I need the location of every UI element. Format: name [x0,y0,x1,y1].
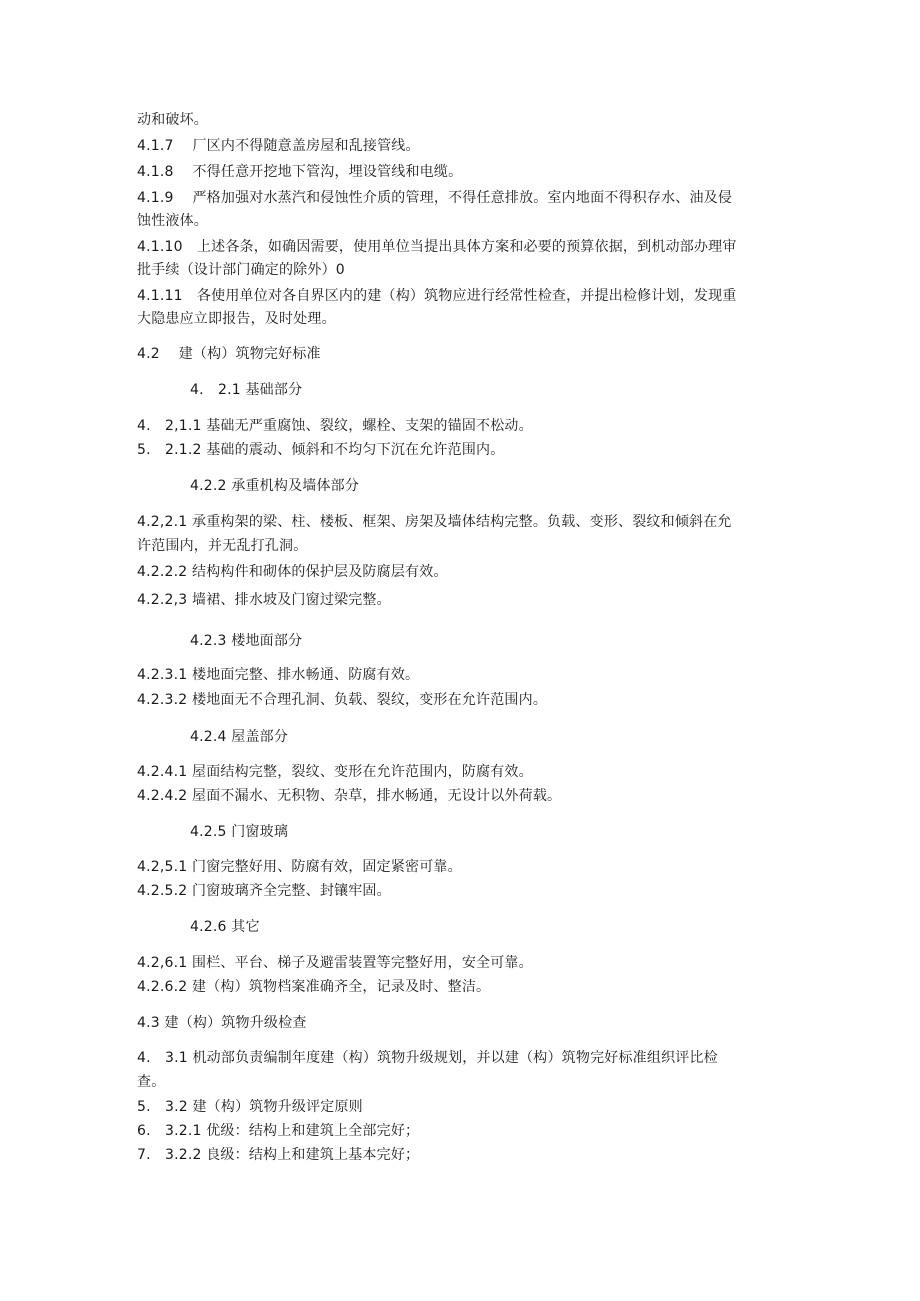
text-line: 4.1.11 各使用单位对各自界区内的建（构）筑物应进行经常性检查，并提出检修计划，发现重 [137,288,737,304]
text-line: 4.2.4.2 屋面不漏水、无积物、杂草，排水畅通，无设计以外荷载。 [137,788,562,804]
text-line: 4.2.2.2 结构构件和砌体的保护层及防腐层有效。 [137,564,448,580]
text-line: 蚀性液体。 [137,213,208,229]
text-line: 动和破坏。 [137,112,208,128]
text-line: 4.2,6.1 围栏、平台、梯子及避雷装置等完整好用，安全可靠。 [137,955,533,971]
text-line: 4.1.7 厂区内不得随意盖房屋和乱接管线。 [137,138,420,154]
text-line: 4.1.10 上述各条，如确因需要，使用单位当提出具体方案和必要的预算依据，到机动部办理审 [137,239,737,255]
text-line: 4.2,5.1 门窗完整好用、防腐有效，固定紧密可靠。 [137,859,462,875]
subsection-heading: 4.2.2 承重机构及墙体部分 [190,478,360,494]
text-line: 4.1.9 严格加强对水蒸汽和侵蚀性介质的管理，不得任意排放。室内地面不得积存水、油及侵 [137,190,733,206]
text-line: 批手续（设计部门确定的除外）0 [137,262,345,278]
text-line: 4.1.8 不得任意开挖地下管沟，埋设管线和电缆。 [137,164,463,180]
text-line: 6. 3.2.1 优级：结构上和建筑上全部完好； [137,1123,420,1139]
text-line: 4.2.6.2 建（构）筑物档案准确齐全，记录及时、整洁。 [137,979,491,995]
text-line: 4.2.3.1 楼地面完整、排水畅通、防腐有效。 [137,667,420,683]
text-line: 4.2.2,3 墙裙、排水坡及门窗过梁完整。 [137,592,391,608]
subsection-heading: 4.2.4 屋盖部分 [190,729,289,745]
text-line: 查。 [137,1074,166,1090]
text-line: 4.2.3.2 楼地面无不合理孔洞、负载、裂纹，变形在允许范围内。 [137,692,548,708]
text-line: 4.2,2.1 承重构架的梁、柱、楼板、框架、房架及墙体结构完整。负载、变形、裂纹和倾斜在允 [137,514,732,530]
subsection-heading: 4. 2.1 基础部分 [190,382,303,398]
text-line: 7. 3.2.2 良级：结构上和建筑上基本完好； [137,1147,420,1163]
text-line: 4.2.4.1 屋面结构完整，裂纹、变形在允许范围内，防腐有效。 [137,764,533,780]
subsection-heading: 4.2.3 楼地面部分 [190,633,303,649]
text-line: 5. 2.1.2 基础的震动、倾斜和不均匀下沉在允许范围内。 [137,442,505,458]
section-heading: 4.2 建（构）筑物完好标准 [137,346,321,362]
text-line: 许范围内，并无乱打孔洞。 [137,538,308,554]
text-line: 4.2.5.2 门窗玻璃齐全完整、封镶牢固。 [137,883,391,899]
text-line: 4. 3.1 机动部负责编制年度建（构）筑物升级规划，并以建（构）筑物完好标准组织评比检 [137,1050,718,1066]
section-heading: 4.3 建（构）筑物升级检查 [137,1015,307,1031]
subsection-heading: 4.2.6 其它 [190,919,260,935]
subsection-heading: 4.2.5 门窗玻璃 [190,824,289,840]
text-line: 4. 2,1.1 基础无严重腐蚀、裂纹，螺栓、支架的锚固不松动。 [137,418,533,434]
text-line: 大隐患应立即报告，及时处理。 [137,311,336,327]
text-line: 5. 3.2 建（构）筑物升级评定原则 [137,1099,363,1115]
